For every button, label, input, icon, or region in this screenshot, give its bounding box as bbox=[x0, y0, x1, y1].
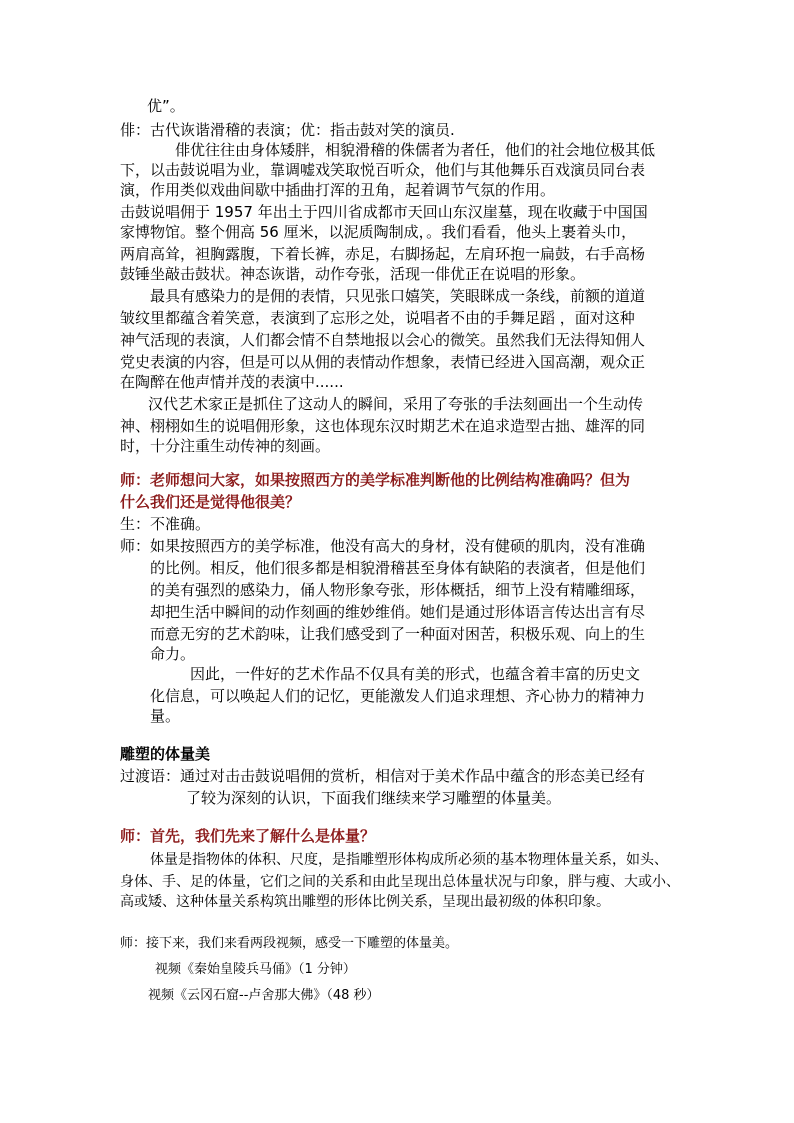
text-line: 师：如果按照西方的美学标准，他没有高大的身材，没有健硕的肌肉，没有准确 bbox=[120, 537, 646, 555]
text-line: 时，十分注重生动传神的刻画。 bbox=[120, 437, 331, 455]
text-line: 而意无穷的艺术韵味，让我们感受到了一种面对困苦，积极乐观、向上的生 bbox=[150, 625, 646, 643]
text-line: 了较为深刻的认识，下面我们继续来学习雕塑的体量美。 bbox=[186, 789, 562, 807]
text-line: 下，以击鼓说唱为业，靠调嘘戏笑取悦百听众，他们与其他舞乐百戏演员同台表 bbox=[120, 161, 646, 179]
text-line: 党史表演的内容，但是可以从佣的表情动作想象，表情已经进入国高潮，观众正 bbox=[120, 353, 646, 371]
text-line: 的美有强烈的感染力，俑人物形象夸张，形体概括，细节上没有精雕细琢， bbox=[150, 581, 646, 599]
teacher-question: 师：首先，我们先来了解什么是体量？ bbox=[120, 827, 376, 845]
text-line: 量。 bbox=[150, 707, 181, 725]
text-line: 在陶醉在他声情并茂的表演中...... bbox=[120, 373, 344, 391]
text-line: 的比例。相反，他们很多都是相貌滑稽甚至身体有缺陷的表演者，但是他们 bbox=[150, 559, 646, 577]
text-line: 身体、手、足的体量，它们之间的关系和由此呈现出总体量状况与印象，胖与瘦、大或小、 bbox=[120, 874, 680, 890]
text-line: 皱纹里都蕴含着笑意，表演到了忘形之处，说唱者不由的手舞足蹈 ，面对这种 bbox=[120, 309, 635, 327]
teacher-question: 什么我们还是觉得他很美？ bbox=[120, 493, 301, 511]
text-line: 神、栩栩如生的说唱佣形象，这也体现东汉时期艺术在追求造型古拙、雄浑的同 bbox=[120, 417, 646, 435]
video-item: 视频《秦始皇陵兵马俑》（1 分钟） bbox=[155, 962, 356, 977]
text-line: 师：接下来，我们来看两段视频，感受一下雕塑的体量美。 bbox=[120, 936, 459, 951]
text-line: 体量是指物体的体积、尺度，是指雕塑形体构成所必须的基本物理体量关系，如头、 bbox=[150, 852, 668, 868]
text-line: 化信息，可以唤起人们的记忆，更能激发人们追求理想、齐心协力的精神力 bbox=[150, 687, 646, 705]
section-heading: 雕塑的体量美 bbox=[120, 745, 211, 763]
text-line: 高或矮、这种体量关系构筑出雕塑的形体比例关系，呈现出最初级的体积印象。 bbox=[120, 894, 610, 910]
text-line: 因此，一件好的艺术作品不仅具有美的形式，也蕴含着丰富的历史文 bbox=[190, 665, 641, 683]
teacher-question: 师：老师想问大家，如果按照西方的美学标准判断他的比例结构准确吗？但为 bbox=[120, 471, 631, 489]
text-line: 最具有感染力的是佣的表情，只见张口嬉笑，笑眼眯成一条线，前额的道道 bbox=[150, 287, 646, 305]
text-line: 俳优往往由身体矮胖，相貌滑稽的侏儒者为者任，他们的社会地位极其低 bbox=[175, 141, 656, 159]
video-item: 视频《云冈石窟--卢舍那大佛》（48 秒） bbox=[148, 988, 380, 1003]
text-line: 命力。 bbox=[150, 645, 196, 663]
text-line: 家博物馆。整个佣高 56 厘米，以泥质陶制成，。我们看看，他头上裹着头巾， bbox=[120, 223, 637, 241]
text-line: 神气活现的表演，人们都会情不自禁地报以会心的微笑。虽然我们无法得知佣人 bbox=[120, 331, 646, 349]
text-line: 却把生活中瞬间的动作刻画的维妙维俏。她们是通过形体语言传达出言有尽 bbox=[150, 603, 646, 621]
text-line: 过渡语：通过对击击鼓说唱佣的赏析，相信对于美术作品中蕴含的形态美已经有 bbox=[120, 767, 646, 785]
text-line: 优”。 bbox=[147, 97, 185, 115]
text-line: 两肩高耸，袒胸露腹，下着长裤，赤足，右脚扬起，左肩环抱一扁鼓，右手高杨 bbox=[120, 245, 646, 263]
student-answer: 生：不准确。 bbox=[120, 515, 211, 533]
text-line: 击鼓说唱佣于 1957 年出土于四川省成都市天回山东汉崖墓，现在收藏于中国国 bbox=[120, 203, 648, 221]
text-line: 汉代艺术家正是抓住了这动人的瞬间，采用了夸张的手法刻画出一个生动传 bbox=[148, 395, 644, 413]
text-line: 鼓锤坐敲击鼓状。神态诙谐，动作夸张，活现一俳优正在说唱的形象。 bbox=[120, 265, 586, 283]
text-line: 俳：古代诙谐滑稽的表演；优：指击鼓对笑的演员. bbox=[120, 121, 455, 139]
text-line: 演，作用类似戏曲间歇中插曲打浑的丑角，起着调节气氛的作用。 bbox=[120, 181, 556, 199]
